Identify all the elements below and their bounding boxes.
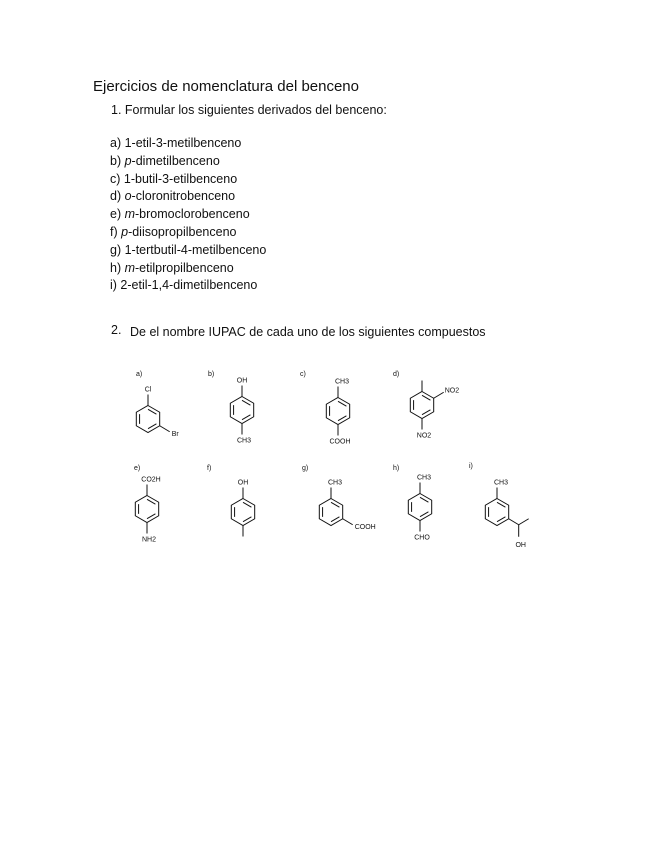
substituent-bottom: COOH <box>329 438 351 446</box>
bond-meta <box>509 519 519 525</box>
substituent-top: OH <box>236 377 248 385</box>
question-2-text: De el nombre IUPAC de cada uno de los siguientes compuestos <box>130 325 486 339</box>
page-title: Ejercicios de nomenclatura del benceno <box>93 78 359 95</box>
substituent-top: OH <box>237 479 249 487</box>
question-2-number: 2. <box>111 323 122 337</box>
substituent-bottom: CH3 <box>236 437 252 445</box>
bond-meta <box>160 426 170 432</box>
structure-label: c) <box>300 371 306 378</box>
structure-label: e) <box>134 465 141 472</box>
list-item: e) m-bromoclorobenceno <box>110 207 250 222</box>
substituent-top: CH3 <box>334 378 350 386</box>
substituent-top: CH3 <box>493 479 509 487</box>
substituent-meta: COOH <box>354 523 376 531</box>
bond-branch <box>519 519 529 525</box>
list-item: a) 1-etil-3-metilbenceno <box>110 136 242 150</box>
bond-ortho <box>434 392 444 398</box>
substituent-meta: Br <box>171 430 179 438</box>
list-item: c) 1-butil-3-etilbenceno <box>110 171 238 186</box>
substituent-top: CH3 <box>416 474 432 482</box>
substituent-top: CH3 <box>327 479 343 487</box>
substituent-top: CO2H <box>141 476 161 484</box>
bond-meta <box>343 519 353 525</box>
structure-label: h) <box>393 465 400 472</box>
list-item: f) p-diisopropilbenceno <box>110 224 237 239</box>
substituent-branch: OH <box>515 541 526 549</box>
list-item: d) o-cloronitrobenceno <box>110 189 236 204</box>
substituent-bottom: NO2 <box>416 432 432 440</box>
list-item: i) 2-etil-1,4-dimetilbenceno <box>110 278 258 293</box>
list-item: h) m-etilpropilbenceno <box>110 260 234 275</box>
structure-label: b) <box>208 371 215 378</box>
structure-label: a) <box>136 371 143 378</box>
list-item: b) p-dimetilbenceno <box>110 153 220 168</box>
structure-label: f) <box>207 465 212 472</box>
substituent-top: Cl <box>144 386 152 394</box>
question-1-text: 1. Formular los siguientes derivados del benceno: <box>111 103 387 117</box>
structure-label: i) <box>469 463 473 470</box>
substituent-bottom: CHO <box>414 534 430 542</box>
structure-label: d) <box>393 371 400 378</box>
substituent-ortho: NO2 <box>444 387 460 395</box>
structure-label: g) <box>302 465 309 472</box>
substituent-bottom: NH2 <box>141 536 157 544</box>
list-item: g) 1-tertbutil-4-metilbenceno <box>110 242 267 257</box>
